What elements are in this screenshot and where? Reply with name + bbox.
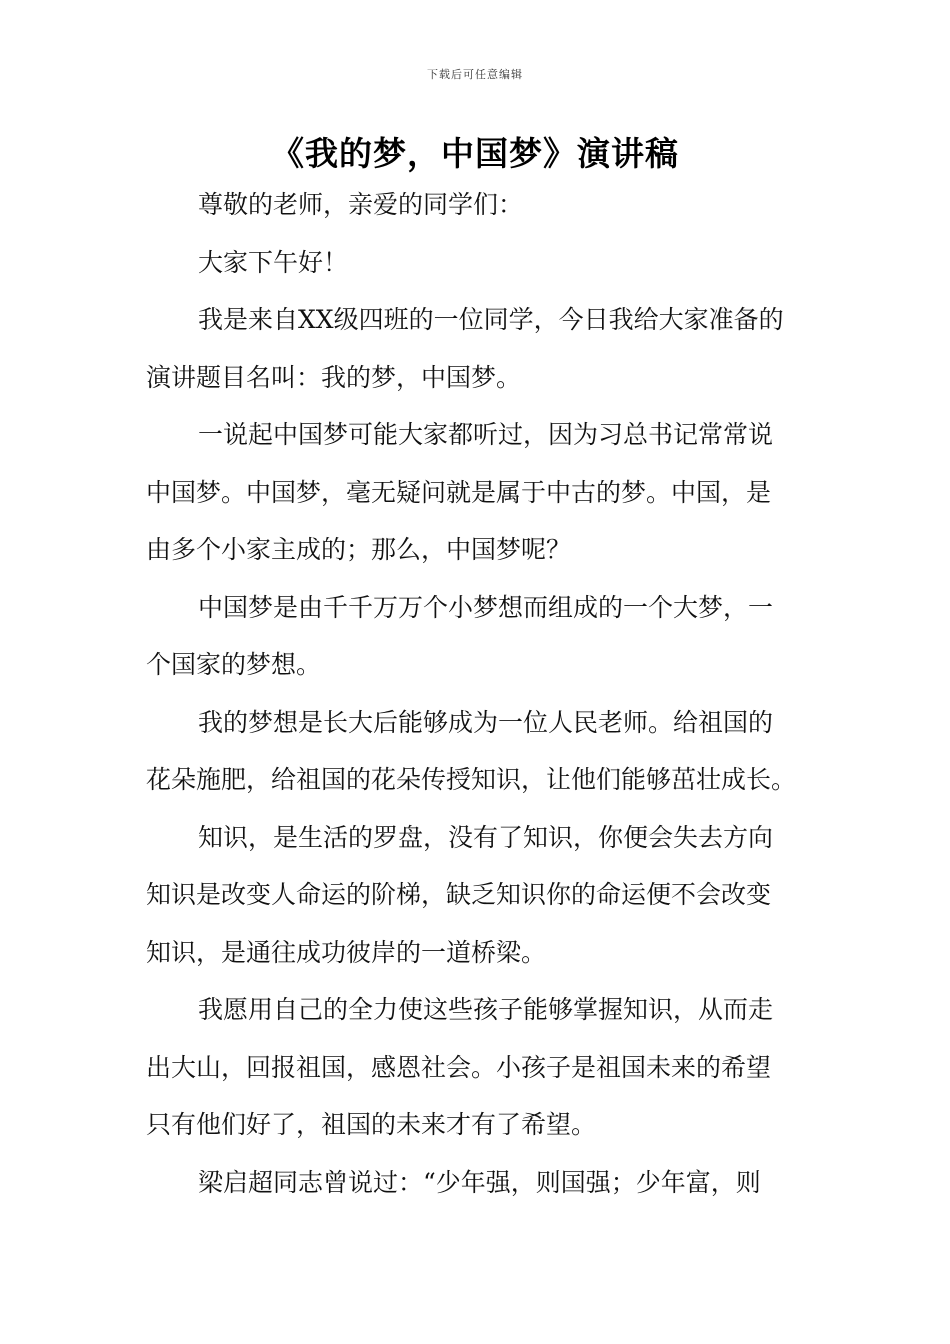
text-line: 演讲题目名叫：我的梦，中国梦。 [146, 362, 522, 392]
text-line: 知识是改变人命运的阶梯，缺乏知识你的命运便不会改变 [146, 880, 772, 909]
text-line: 大家下午好！ [198, 247, 349, 277]
paragraph-children [146, 981, 808, 1154]
text-line: 我的梦想是长大后能够成为一位人民老师。给祖国的 [198, 707, 774, 737]
text-line: 一说起中国梦可能大家都听过，因为习总书记常常说 [198, 420, 774, 449]
text-line: 我是来自XX级四班的一位同学，今日我给大家准备的 [198, 305, 784, 334]
paragraph-greeting [146, 234, 808, 292]
paragraph-salutation [146, 176, 808, 234]
paragraph-quote [146, 1154, 808, 1212]
paragraph-china-dream [146, 406, 808, 579]
text-line: 中国梦是由千千万万个小梦想而组成的一个大梦，一 [198, 592, 774, 622]
paragraph-my-dream [146, 694, 808, 809]
paragraph-knowledge [146, 809, 808, 982]
text-line: 尊敬的老师，亲爱的同学们： [198, 190, 524, 219]
text-line: 只有他们好了，祖国的未来才有了希望。 [146, 1110, 597, 1139]
text-line: 个国家的梦想。 [146, 650, 322, 679]
document-body [146, 176, 808, 1211]
paragraph-big-dream [146, 579, 808, 694]
text-line: 由多个小家主成的；那么，中国梦呢？ [146, 535, 572, 564]
text-line: 出大山，回报祖国，感恩社会。小孩子是祖国未来的希望 [146, 1052, 772, 1082]
text-line: 花朵施肥，给祖国的花朵传授知识，让他们能够茁壮成长。 [146, 765, 797, 794]
document-title: 《我的梦，中国梦》演讲稿 [271, 134, 679, 173]
paragraph-introduction [146, 291, 808, 406]
text-line: 我愿用自己的全力使这些孩子能够掌握知识，从而走 [198, 995, 774, 1024]
text-line: 知识，是通往成功彼岸的一道桥梁。 [146, 937, 547, 967]
text-line: 知识，是生活的罗盘，没有了知识，你便会失去方向 [198, 822, 774, 852]
text-line: 梁启超同志曾说过：“少年强，则国强；少年富，则 [198, 1167, 761, 1197]
header-note: 下载后可任意编辑 [427, 68, 523, 81]
text-line: 中国梦。中国梦，毫无疑问就是属于中古的梦。中国，是 [146, 477, 772, 507]
